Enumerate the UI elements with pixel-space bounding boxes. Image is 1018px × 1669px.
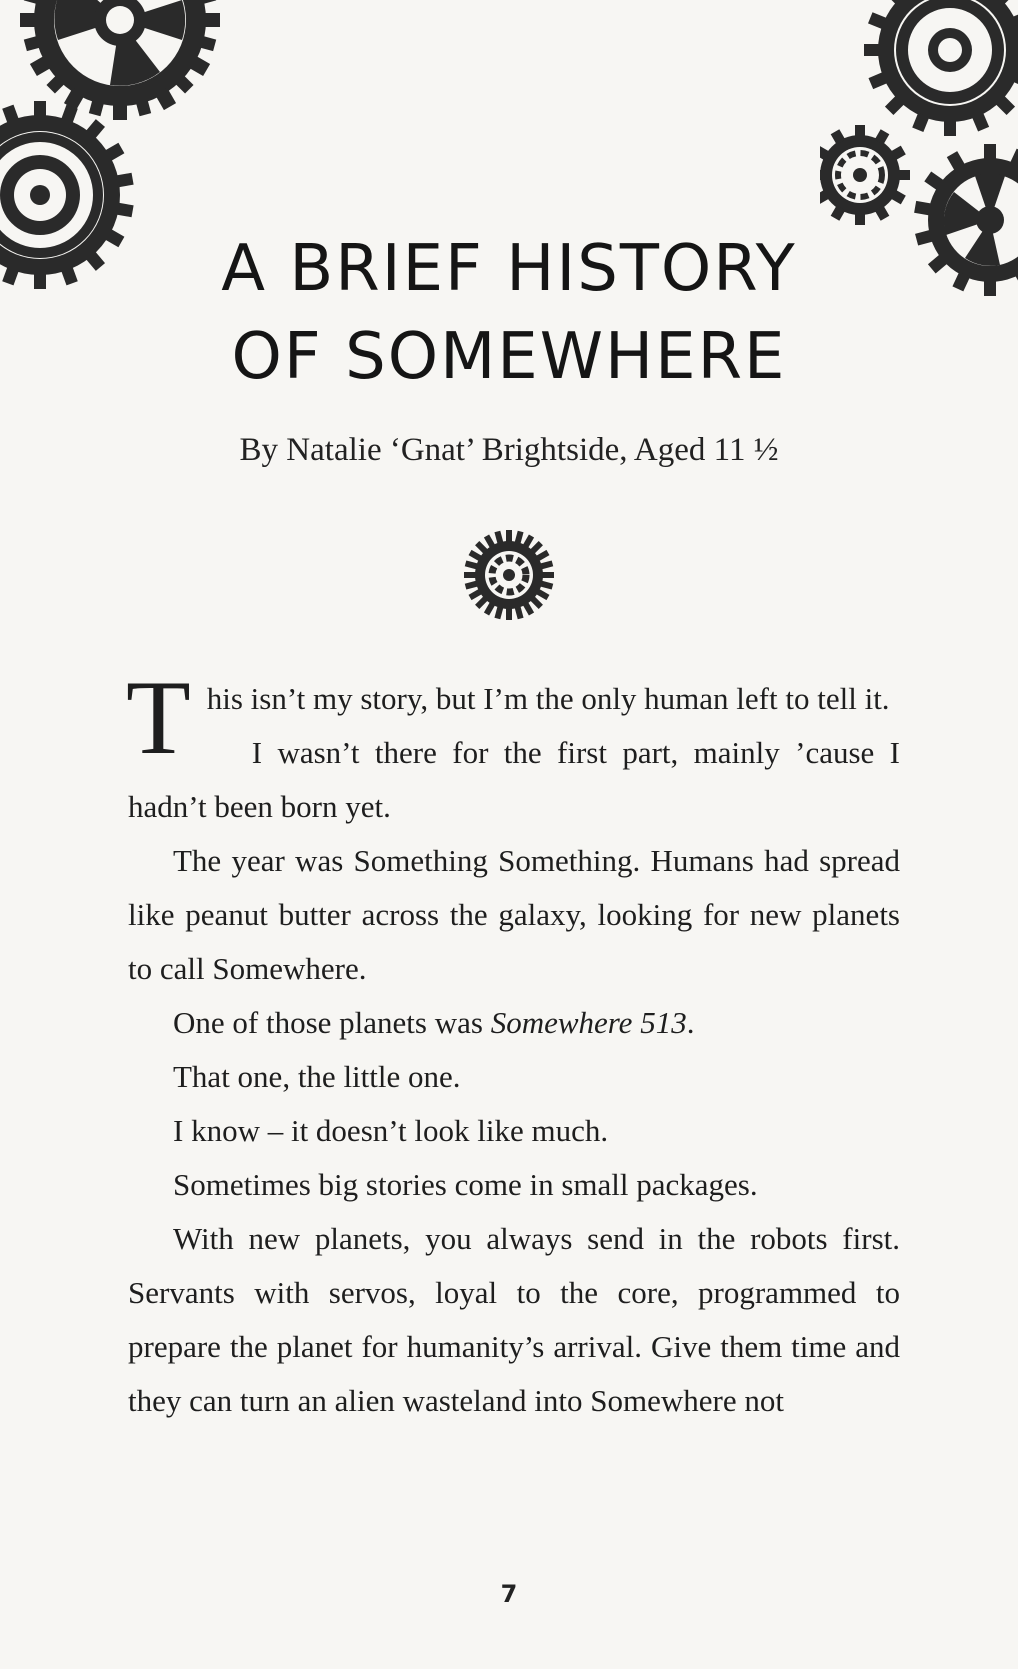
- paragraph-8: With new planets, you always send in the robots first. Servants with servos, loyal to the core, programmed to prepare the planet for humanity’s arrival. Give them time and they can turn an alien wasteland into Somewhere not: [128, 1221, 900, 1418]
- page-title: [0, 225, 1018, 401]
- title-line-2: OF SOMEWHERE: [231, 320, 787, 394]
- paragraph-1: This isn’t my story, but I’m the only human left to tell it.: [126, 659, 890, 776]
- page-number: 7: [500, 1580, 518, 1608]
- paragraph-6: I know – it doesn’t look like much.: [173, 1113, 609, 1148]
- paragraph-7: Sometimes big stories come in small packages.: [173, 1167, 758, 1202]
- story-body: [126, 659, 900, 1428]
- planet-name: Somewhere 513: [490, 1005, 687, 1040]
- paragraph-4: One of those planets was Somewhere 513.: [173, 1005, 695, 1040]
- paragraph-3: The year was Something Something. Humans had spread like peanut butter across the galaxy, looking for new planets to call Somewhere.: [128, 843, 900, 986]
- paragraph-5: That one, the little one.: [173, 1059, 461, 1094]
- drop-cap: T: [126, 659, 191, 776]
- byline: By Natalie ‘Gnat’ Brightside, Aged 11 ½: [239, 432, 779, 468]
- paragraph-2: I wasn’t there for the first part, mainly ’cause I hadn’t been born yet.: [128, 735, 900, 824]
- ornamental-gear-icon: [461, 527, 557, 623]
- title-line-1: A BRIEF HISTORY: [221, 232, 797, 306]
